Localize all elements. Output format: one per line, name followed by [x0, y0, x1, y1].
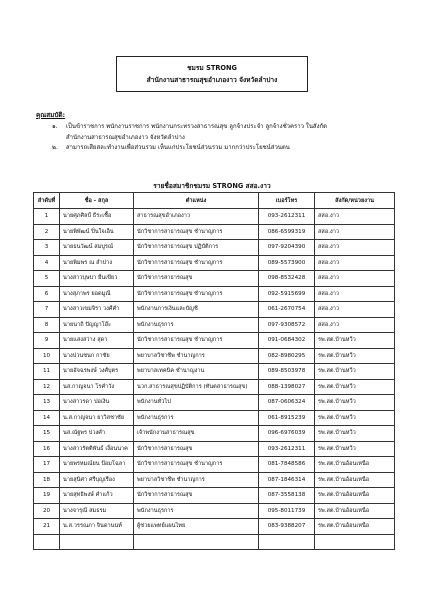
cell-unit: รพ.สต.บ้านหวีว	[315, 364, 395, 380]
cell-no: 11	[34, 364, 60, 380]
cell-unit: รพ.สต.บ้านอ้อนเหนือ	[315, 519, 395, 535]
cell-unit: รพ.สต.บ้านอ้อนเหนือ	[315, 457, 395, 473]
qualification-text: สามารถเสียสละทำงานเพื่อส่วนรวม เห็นแก่ประโยชน์ส่วนรวม มากกว่าประโยชน์ส่วนตน	[66, 144, 290, 151]
cell-phone: 088-1398027	[259, 379, 315, 395]
cell-phone: 098-8532428	[259, 271, 315, 287]
cell-phone: 097-9204390	[259, 240, 315, 256]
qualification-text: เป็นข้าราชการ พนักงานราชการ พนักงานกระทรวงสาธารณสุข ลูกจ้างประจำ ลูกจ้างชั่วคราว ในสังกัด	[66, 123, 328, 130]
cell-position: พยาบาลวิชาชีพ ชำนาญการ	[134, 472, 259, 488]
cell-no: 19	[34, 488, 60, 504]
cell-position: สาธารณสุขอำเภองาว	[134, 209, 259, 225]
cell-phone: 061-8915239	[259, 410, 315, 426]
qualifications-list	[52, 122, 392, 154]
cell-no: 8	[34, 317, 60, 333]
cell-phone: 092-5915699	[259, 286, 315, 302]
table-row	[34, 302, 395, 318]
cell-phone: 082-8980295	[259, 348, 315, 364]
table-row	[34, 395, 395, 411]
cell-position: เจ้าพนักงานสาธารณสุข	[134, 426, 259, 442]
cell-unit: รพ.สต.บ้านหวีว	[315, 379, 395, 395]
cell-phone	[259, 534, 315, 550]
cell-phone: 093-2612311	[259, 441, 315, 457]
table-row	[34, 271, 395, 287]
cell-no: 14	[34, 410, 60, 426]
cell-position: พนักงานทั่วไป	[134, 395, 259, 411]
cell-name: น.ส.กาญจนา ยาวิสชาชัย	[60, 410, 134, 426]
cell-no: 15	[34, 426, 60, 442]
table-row	[34, 333, 395, 349]
table-row	[34, 317, 395, 333]
header-no: ลำดับที่	[34, 193, 60, 209]
table-row	[34, 364, 395, 380]
cell-no: 4	[34, 255, 60, 271]
table-row	[34, 472, 395, 488]
cell-phone: 095-8011739	[259, 503, 315, 519]
cell-unit: รพ.สต.บ้านหวีว	[315, 410, 395, 426]
cell-unit: สสอ.งาว	[315, 255, 395, 271]
cell-unit: รพ.สต.บ้านอ้อนเหนือ	[315, 503, 395, 519]
cell-phone: 081-7848586	[259, 457, 315, 473]
cell-no: 5	[34, 271, 60, 287]
cell-phone: 096-6976039	[259, 426, 315, 442]
table-row	[34, 240, 395, 256]
cell-no: 21	[34, 519, 60, 535]
table-row	[34, 503, 395, 519]
cell-position: พยาบาลเทคนิค ชำนาญงาน	[134, 364, 259, 380]
header-phone: เบอร์โทร	[259, 193, 315, 209]
cell-unit: รพ.สต.บ้านหวีว	[315, 441, 395, 457]
table-row	[34, 519, 395, 535]
qualification-number: ๒.	[52, 144, 58, 151]
cell-unit: สสอ.งาว	[315, 302, 395, 318]
cell-name: นางสุภาพร ยอดมูณี	[60, 286, 134, 302]
cell-name: นางสาวรดา ปอเงิน	[60, 395, 134, 411]
cell-unit: รพ.สต.บ้านหวีว	[315, 426, 395, 442]
cell-unit: รพ.สต.บ้านอ้อนเหนือ	[315, 488, 395, 504]
cell-unit: สสอ.งาว	[315, 317, 395, 333]
cell-no: 12	[34, 379, 60, 395]
cell-no: 1	[34, 209, 60, 225]
table-row	[34, 209, 395, 225]
cell-position: พนักงานธุรการ	[134, 317, 259, 333]
cell-phone: 087-1846314	[259, 472, 315, 488]
cell-unit: รพ.สต.บ้านหวีว	[315, 348, 395, 364]
cell-no: 6	[34, 286, 60, 302]
table-row	[34, 224, 395, 240]
cell-position: พยาบาลวิชาชีพ ชำนาญการ	[134, 348, 259, 364]
qualifications-heading: คุณสมบัติ:	[36, 111, 66, 119]
cell-name: น.ส.วรรณภา จินดานนท์	[60, 519, 134, 535]
cell-name: นายสุทธิพงษ์ คำแก้ว	[60, 488, 134, 504]
cell-name: นางสาวบุษบา ยืนเขียว	[60, 271, 134, 287]
cell-unit: สสอ.งาว	[315, 224, 395, 240]
club-name: ชมรม STRONG	[187, 64, 237, 72]
cell-position: นักวิชาการสาธารณสุข	[134, 271, 259, 287]
cell-name: นางสาวรัตติพันธ์ เงื่อนนาค	[60, 441, 134, 457]
cell-position: นักวิชาการสาธารณสุข ชำนาญการ	[134, 333, 259, 349]
cell-no: 13	[34, 395, 60, 411]
table-row	[34, 286, 395, 302]
cell-position: พนักงานการเงินและบัญชี	[134, 302, 259, 318]
cell-phone: 097-9308572	[259, 317, 315, 333]
cell-phone: 083-9388207	[259, 519, 315, 535]
cell-phone: 093-2612311	[259, 209, 315, 225]
header-unit: สังกัด/หน่วยงาน	[315, 193, 395, 209]
cell-phone: 061-2670754	[259, 302, 315, 318]
cell-no: 9	[34, 333, 60, 349]
document-title-box	[116, 56, 308, 92]
cell-name: นางปวนชนก กาชัย	[60, 348, 134, 364]
cell-phone: 087-0606324	[259, 395, 315, 411]
cell-no: 2	[34, 224, 60, 240]
table-row	[34, 488, 395, 504]
table-header-row	[34, 193, 395, 209]
cell-name	[60, 534, 134, 550]
member-table	[33, 192, 395, 550]
cell-name: นายอัจฉรพงษ์ วงศ์บุตร	[60, 364, 134, 380]
table-row	[34, 410, 395, 426]
cell-unit: รพ.สต.บ้านหวีว	[315, 395, 395, 411]
cell-position	[134, 534, 259, 550]
table-row	[34, 441, 395, 457]
cell-unit: สสอ.งาว	[315, 209, 395, 225]
cell-phone: 089-8503978	[259, 364, 315, 380]
qualification-text: สำนักงานสาธารณสุขอำเภองาว จังหวัดลำปาง	[66, 133, 185, 141]
cell-no: 3	[34, 240, 60, 256]
cell-position: นวก.สาธารณสุขปฏิบัติการ (ทันตสาธารณสุข)	[134, 379, 259, 395]
cell-phone: 086-6599319	[259, 224, 315, 240]
cell-unit: สสอ.งาว	[315, 271, 395, 287]
cell-position: นักวิชาการสาธารณสุข ชำนาญการ	[134, 457, 259, 473]
cell-no: 18	[34, 472, 60, 488]
cell-position: นักวิชาการสาธารณสุข ชำนาญการ	[134, 286, 259, 302]
cell-name: นายพิพัฒน์ ปิ่นใจเอ็น	[60, 224, 134, 240]
cell-name: นายแสงสว่าง สุดา	[60, 333, 134, 349]
table-row	[34, 534, 395, 550]
cell-unit: รพ.สต.บ้านอ้อนเหนือ	[315, 472, 395, 488]
cell-no: 16	[34, 441, 60, 457]
cell-name: นายศุภศิลป์ ธีระเชื้อ	[60, 209, 134, 225]
cell-position: พนักงานธุรการ	[134, 503, 259, 519]
cell-name: นายสุนิศา ศรีบุญเรือง	[60, 472, 134, 488]
cell-name: นายธนวัฒน์ สมบูรณ์	[60, 240, 134, 256]
table-row	[34, 426, 395, 442]
qualification-number: ๑.	[52, 123, 58, 130]
cell-position: นักวิชาการสาธารณสุข	[134, 488, 259, 504]
qualification-number	[52, 133, 66, 144]
cell-position: นักวิชาการสาธารณสุข	[134, 441, 259, 457]
header-name: ชื่อ - สกุล	[60, 193, 134, 209]
cell-unit: รพ.สต.บ้านหวีว	[315, 333, 395, 349]
cell-unit: สสอ.งาว	[315, 240, 395, 256]
cell-no: 17	[34, 457, 60, 473]
table-row	[34, 255, 395, 271]
qualification-item	[52, 143, 392, 154]
qualification-item	[52, 122, 392, 133]
cell-position: นักวิชาการสาธารณสุข ชำนาญการ	[134, 224, 259, 240]
cell-name: นส.กาญจนา โรคำวัง	[60, 379, 134, 395]
cell-unit: สสอ.งาว	[315, 286, 395, 302]
member-rows	[34, 209, 395, 550]
table-row	[34, 379, 395, 395]
office-name: สำนักงานสาธารณสุขอำเภองาว จังหวัดลำปาง	[146, 76, 278, 84]
cell-name: นายพรหมณ์ยน ป้อมโฉลา	[60, 457, 134, 473]
cell-phone: 091-0684302	[259, 333, 315, 349]
cell-position: พนักงานธุรการ	[134, 410, 259, 426]
cell-position: นักวิชาการสาธารณสุข ชำนาญการ	[134, 255, 259, 271]
cell-position: นักวิชาการสาธารณสุข ปฏิบัติการ	[134, 240, 259, 256]
cell-no: 7	[34, 302, 60, 318]
cell-position: ผู้ช่วยแพทย์แผนไทย	[134, 519, 259, 535]
qualification-item	[52, 133, 392, 144]
table-row	[34, 457, 395, 473]
header-position: ตำแหน่ง	[134, 193, 259, 209]
cell-phone: 087-3558138	[259, 488, 315, 504]
cell-name: นางสาวเขมจิรา วงศ์คำ	[60, 302, 134, 318]
cell-name: นายพิมพร ณ ลำปาง	[60, 255, 134, 271]
cell-name: นางจารุณี สมธรม	[60, 503, 134, 519]
cell-unit	[315, 534, 395, 550]
cell-no	[34, 534, 60, 550]
member-list-title: รายชื่อสมาชิกชมรม STRONG สสอ.งาว	[153, 182, 271, 190]
cell-phone: 089-5573900	[259, 255, 315, 271]
cell-name: นส.ณัฐพร ปวงคำ	[60, 426, 134, 442]
cell-name: นายนาถิ ปัญญาโอ๊ะ	[60, 317, 134, 333]
table-row	[34, 348, 395, 364]
cell-no: 10	[34, 348, 60, 364]
cell-no: 20	[34, 503, 60, 519]
